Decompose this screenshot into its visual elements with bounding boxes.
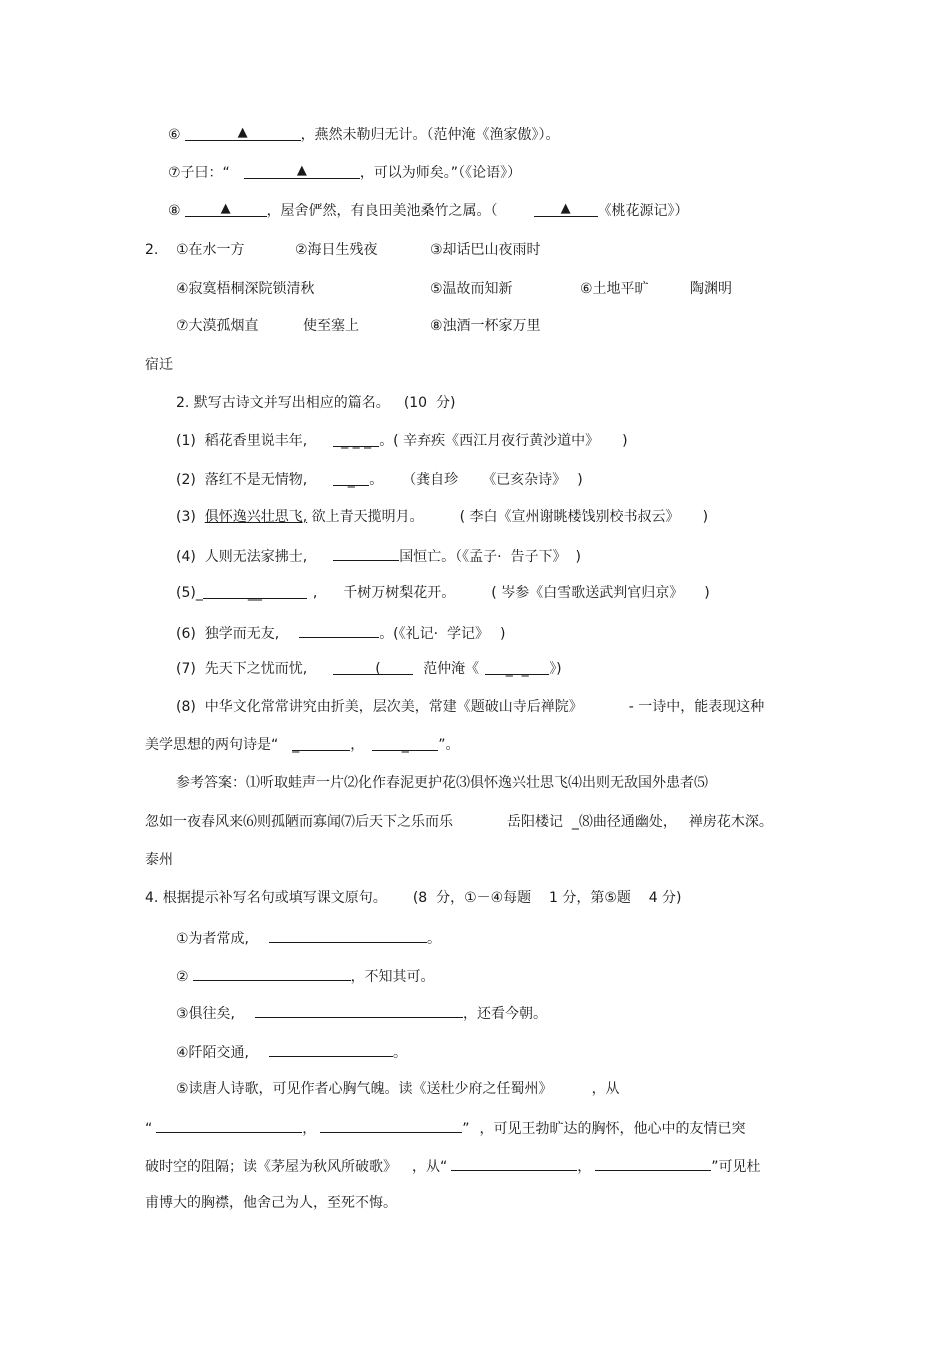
answer-blank[interactable]: [534, 201, 598, 217]
answer-item: ②海日生残夜: [295, 242, 378, 258]
q-text: 美学思想的两句诗是“: [145, 737, 279, 753]
num-6: ⑥: [168, 127, 181, 143]
q-text: 千树万树梨花开。: [343, 585, 456, 601]
triangle-icon: ▲: [560, 201, 571, 216]
q-text: (5)_: [176, 585, 203, 601]
q-text: ): [704, 585, 710, 601]
q-text: 。: [393, 1045, 408, 1061]
line-text: ，可以为师矣。”（《论语》）: [359, 165, 522, 181]
line-text: ，屋舍俨然，有良田美池桑竹之属。（: [266, 203, 498, 219]
q-text: ): [575, 549, 582, 565]
q-text: (2) 落红不是无情物,: [176, 472, 308, 488]
q-text: (8) 中华文化常常讲究由折美，层次美，常建《题破山寺后禅院》: [176, 699, 583, 715]
answer-blank[interactable]: [156, 1117, 302, 1133]
q-text: ②: [176, 969, 189, 985]
q-text: （龚自珍: [409, 472, 459, 488]
reference-answer: 参考答案：⑴听取蛙声一片⑵化作春泥更护花⑶俱怀逸兴壮思飞⑷出则无敌国外患者⑸: [176, 775, 708, 791]
q7-line: [176, 659, 562, 679]
q-text: ”。: [438, 737, 460, 753]
q-text: ④阡陌交通,: [176, 1045, 250, 1061]
s4-q4: [176, 1041, 407, 1063]
answer-blank[interactable]: [333, 659, 413, 675]
region-label: 泰州: [145, 852, 173, 868]
q-text: 俱怀逸兴壮思飞,: [204, 509, 308, 525]
s4-q5-line-2: [145, 1117, 746, 1139]
q-text: 。: [427, 931, 442, 947]
q-text: 》): [549, 661, 562, 677]
s4-q2: [176, 965, 435, 987]
q1-line: [176, 431, 628, 451]
q-text: ，: [350, 737, 365, 753]
q8-line-1: [176, 697, 764, 717]
q-text: 破时空的阻隔；读《茅屋为秋风所破歌》: [145, 1159, 390, 1175]
num-8: ⑧: [168, 203, 181, 219]
answer-blank[interactable]: [595, 1155, 711, 1171]
q-text: ( 李白《宣州谢眺楼饯别校书叔云》: [459, 509, 673, 525]
reference-answer-cont: [145, 812, 773, 832]
q-text: ，从: [591, 1081, 620, 1097]
question-number: 2.: [145, 242, 159, 258]
question-title: [145, 888, 682, 908]
q-text: ①为者常成,: [176, 931, 250, 947]
answer-blank[interactable]: [333, 545, 399, 561]
answer-blank[interactable]: _: [372, 735, 438, 751]
answer-item: ①在水一方: [176, 242, 245, 258]
answer-item: ③却话巴山夜雨时: [430, 242, 541, 258]
answer-blank[interactable]: [320, 1117, 462, 1133]
answer-item: 使至塞上: [303, 318, 359, 334]
q-text: ): [577, 472, 583, 488]
triangle-icon: ▲: [237, 125, 248, 140]
line-7: [168, 163, 521, 183]
q-text: (1) 稻花香里说丰年,: [176, 433, 308, 449]
q-text: 禅房花木深。: [688, 814, 773, 830]
q-text: 。: [369, 472, 384, 488]
q-text: ): [702, 509, 709, 525]
region-label: 宿迁: [145, 357, 173, 373]
answer-item: ⑦大漠孤烟直: [176, 318, 259, 334]
title-text: 4. 根据提示补写名句或填写课文原句。: [145, 890, 387, 906]
answer-blank[interactable]: [292, 735, 350, 751]
s4-q5-line-1: [176, 1079, 620, 1099]
q-text: ，不知其可。: [350, 969, 435, 985]
q-text: 国恒亡。（《孟子· 告子下》: [399, 549, 560, 565]
q-text: ，还看今朝。: [463, 1006, 548, 1022]
triangle-icon: ▲: [220, 201, 231, 216]
q-text: ⑤读唐人诗歌，可见作者心胸气魄。读《送杜少府之任蜀州》: [176, 1081, 546, 1097]
title-text: 2. 默写古诗文并写出相应的篇名。: [176, 395, 390, 411]
q3-line: [176, 507, 708, 527]
q-text: (: [375, 661, 381, 677]
q-text: ③俱往矣,: [176, 1006, 236, 1022]
triangle-icon: ▲: [296, 163, 307, 178]
answer-item: ④寂寞梧桐深院锁清秋: [176, 281, 315, 297]
q-text: - 一诗中，能表现这种: [628, 699, 765, 715]
line-text: ⑦子曰：“: [168, 165, 230, 181]
q-text: “: [145, 1121, 153, 1137]
q-text: 范仲淹《: [423, 661, 480, 677]
q4-line: [176, 545, 581, 567]
q5-line: [176, 583, 710, 603]
q-text: (4) 人则无法家拂士,: [176, 549, 308, 565]
q-text: ”可见杜: [711, 1159, 761, 1175]
q-text: 岳阳楼记 _⑻曲径通幽处，: [507, 814, 677, 830]
score-text: (10 分): [403, 395, 456, 411]
answer-blank[interactable]: [244, 163, 360, 179]
answer-item: ⑤温故而知新: [430, 281, 513, 297]
answer-blank[interactable]: [255, 1002, 463, 1018]
answer-blank[interactable]: [269, 1041, 393, 1057]
score-text: (8 分，①－④每题 1 分，第⑤题 4 分): [412, 890, 682, 906]
q-text: 欲上青天揽明月。: [307, 509, 424, 525]
q-text: ,: [312, 585, 318, 601]
line-text: ，燕然未勒归无计。（范仲淹《渔家傲》）。: [300, 127, 560, 143]
q6-line: [176, 622, 505, 644]
q-text: 。(《礼记· 学记》: [379, 626, 482, 642]
line-8: [168, 201, 689, 221]
answer-blank[interactable]: [185, 125, 301, 141]
s4-q1: [176, 927, 441, 949]
answer-blank[interactable]: __: [203, 583, 307, 599]
answer-blank[interactable]: _: [333, 470, 369, 486]
q8-line-2: [145, 735, 460, 755]
answer-blank[interactable]: _ _ _: [333, 431, 379, 447]
answer-blank[interactable]: [269, 927, 427, 943]
answer-blank[interactable]: [193, 965, 351, 981]
q-text: (3): [176, 509, 205, 525]
q-text: ，可见王勃旷达的胸怀，他心中的友情已突: [479, 1121, 746, 1137]
q-text: (6) 独学而无友,: [176, 626, 280, 642]
line-6: [168, 125, 560, 145]
q-text: ): [500, 626, 506, 642]
answer-blank[interactable]: _ _: [485, 659, 549, 675]
question-title: [176, 393, 455, 413]
q-text: ，从“: [412, 1159, 448, 1175]
answer-blank[interactable]: [451, 1155, 577, 1171]
q-text: 忽如一夜春风来⑹则孤陋而寡闻⑺后天下之乐而乐: [145, 814, 453, 830]
q-text: (7) 先天下之忧而忧,: [176, 661, 308, 677]
s4-q3: [176, 1002, 547, 1024]
answer-blank[interactable]: [185, 201, 267, 217]
q-text: 《已亥杂诗》: [482, 472, 560, 488]
answer-item: ⑥土地平旷: [580, 281, 649, 297]
q-text: ，: [302, 1121, 317, 1137]
s4-q5-line-3: [145, 1155, 761, 1177]
answer-item: ⑧浊酒一杯家万里: [430, 318, 541, 334]
q2-line: [176, 470, 583, 490]
s4-q5-line-4: 甫博大的胸襟，他舍己为人，至死不悔。: [145, 1195, 397, 1211]
q-text: 。( 辛弃疾《西江月夜行黄沙道中》: [379, 433, 593, 449]
answer-item: 陶渊明: [690, 281, 732, 297]
line-text: 《桃花源记》）: [597, 203, 689, 219]
q-text: ( 岑参《白雪歌送武判官归京》: [491, 585, 677, 601]
q-text: _: [292, 737, 300, 753]
q-text: ，: [577, 1159, 592, 1175]
answer-blank[interactable]: [299, 622, 379, 638]
q-text: ”: [462, 1121, 470, 1137]
q-text: ): [622, 433, 628, 449]
